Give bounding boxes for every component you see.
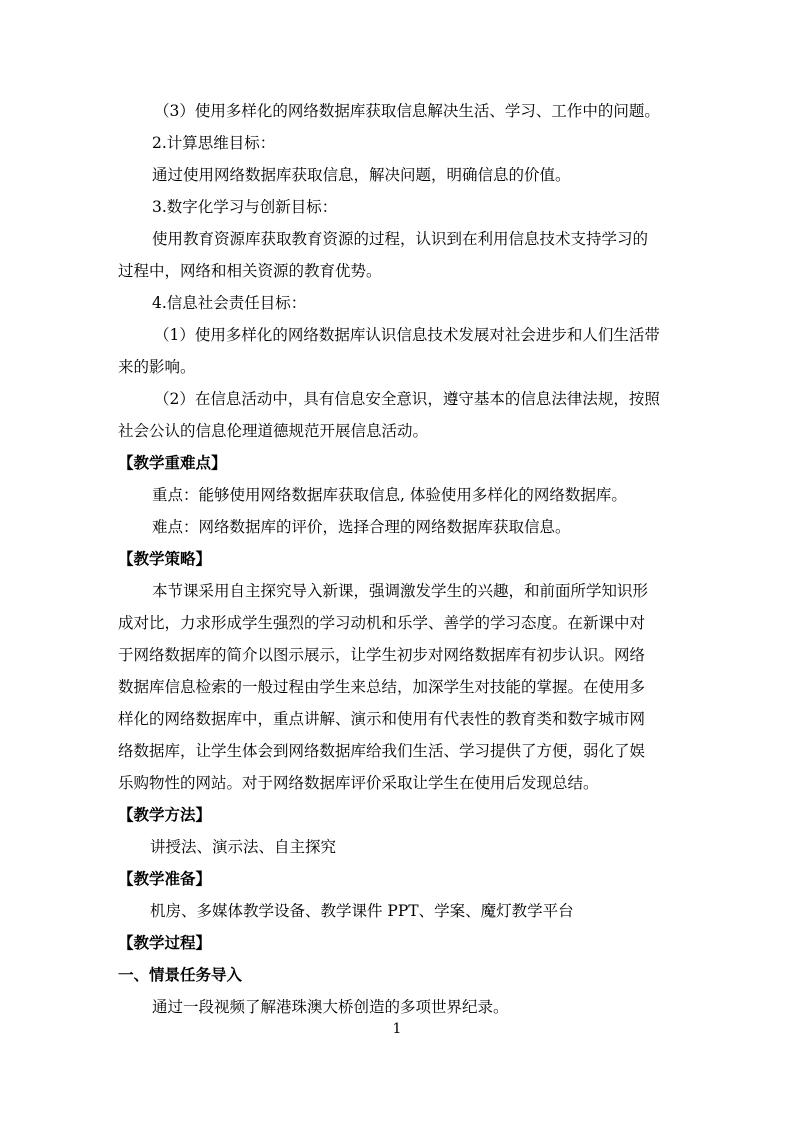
paragraph: 机房、多媒体教学设备、教学课件 PPT、学案、魔灯教学平台 xyxy=(150,902,574,920)
paragraph: 本节课采用自主探究导入新课，强调激发学生的兴趣，和前面所学知识形 xyxy=(152,582,649,600)
paragraph: 讲授法、演示法、自主探究 xyxy=(150,838,337,856)
paragraph: 社会公认的信息伦理道德规范开展信息活动。 xyxy=(118,422,429,440)
paragraph: 使用教育资源库获取教育资源的过程，认识到在利用信息技术支持学习的 xyxy=(152,230,649,248)
paragraph: 重点：能够使用网络数据库获取信息, 体验使用多样化的网络数据库。 xyxy=(152,486,627,504)
objective-item-1: （1）使用多样化的网络数据库认识信息技术发展对社会进步和人们生活带 xyxy=(154,326,660,344)
paragraph: 通过一段视频了解港珠澳大桥创造的多项世界纪录。 xyxy=(152,998,509,1016)
section-heading-teaching-preparation: 【教学准备】 xyxy=(118,869,212,888)
section-heading-digital-learning: 3.数字化学习与创新目标： xyxy=(152,198,338,216)
section-heading-computational-thinking: 2.计算思维目标： xyxy=(152,134,276,152)
paragraph: 成对比，力求形成学生强烈的学习动机和乐学、善学的学习态度。在新课中对 xyxy=(118,614,646,632)
section-heading-social-responsibility: 4.信息社会责任目标： xyxy=(152,294,307,312)
paragraph: 络数据库，让学生体会到网络数据库给我们生活、学习提供了方便，弱化了娱 xyxy=(118,742,646,760)
page-number: 1 xyxy=(392,1021,402,1037)
paragraph: 通过使用网络数据库获取信息，解决问题，明确信息的价值。 xyxy=(152,166,571,184)
paragraph: 样化的网络数据库中，重点讲解、演示和使用有代表性的教育类和数字城市网 xyxy=(118,710,646,728)
objective-item-2: （2）在信息活动中，具有信息安全意识，遵守基本的信息法律法规，按照 xyxy=(154,390,660,408)
paragraph: 过程中，网络和相关资源的教育优势。 xyxy=(118,262,382,280)
section-heading-teaching-process: 【教学过程】 xyxy=(118,933,212,952)
section-heading-scenario-intro: 一、情景任务导入 xyxy=(118,965,243,984)
section-heading-teaching-methods: 【教学方法】 xyxy=(118,805,212,824)
section-heading-key-difficulties: 【教学重难点】 xyxy=(118,453,227,472)
section-heading-teaching-strategy: 【教学策略】 xyxy=(118,549,212,568)
objective-item-3: （3）使用多样化的网络数据库获取信息解决生活、学习、工作中的问题。 xyxy=(154,102,660,120)
paragraph: 数据库信息检索的一般过程由学生来总结，加深学生对技能的掌握。在使用多 xyxy=(118,678,646,696)
paragraph: 于网络数据库的简介以图示展示，让学生初步对网络数据库有初步认识。网络 xyxy=(118,646,646,664)
paragraph: 乐购物性的网站。对于网络数据库评价采取让学生在使用后发现总结。 xyxy=(118,774,599,792)
paragraph: 来的影响。 xyxy=(118,358,196,376)
paragraph: 难点：网络数据库的评价，选择合理的网络数据库获取信息。 xyxy=(152,518,571,536)
